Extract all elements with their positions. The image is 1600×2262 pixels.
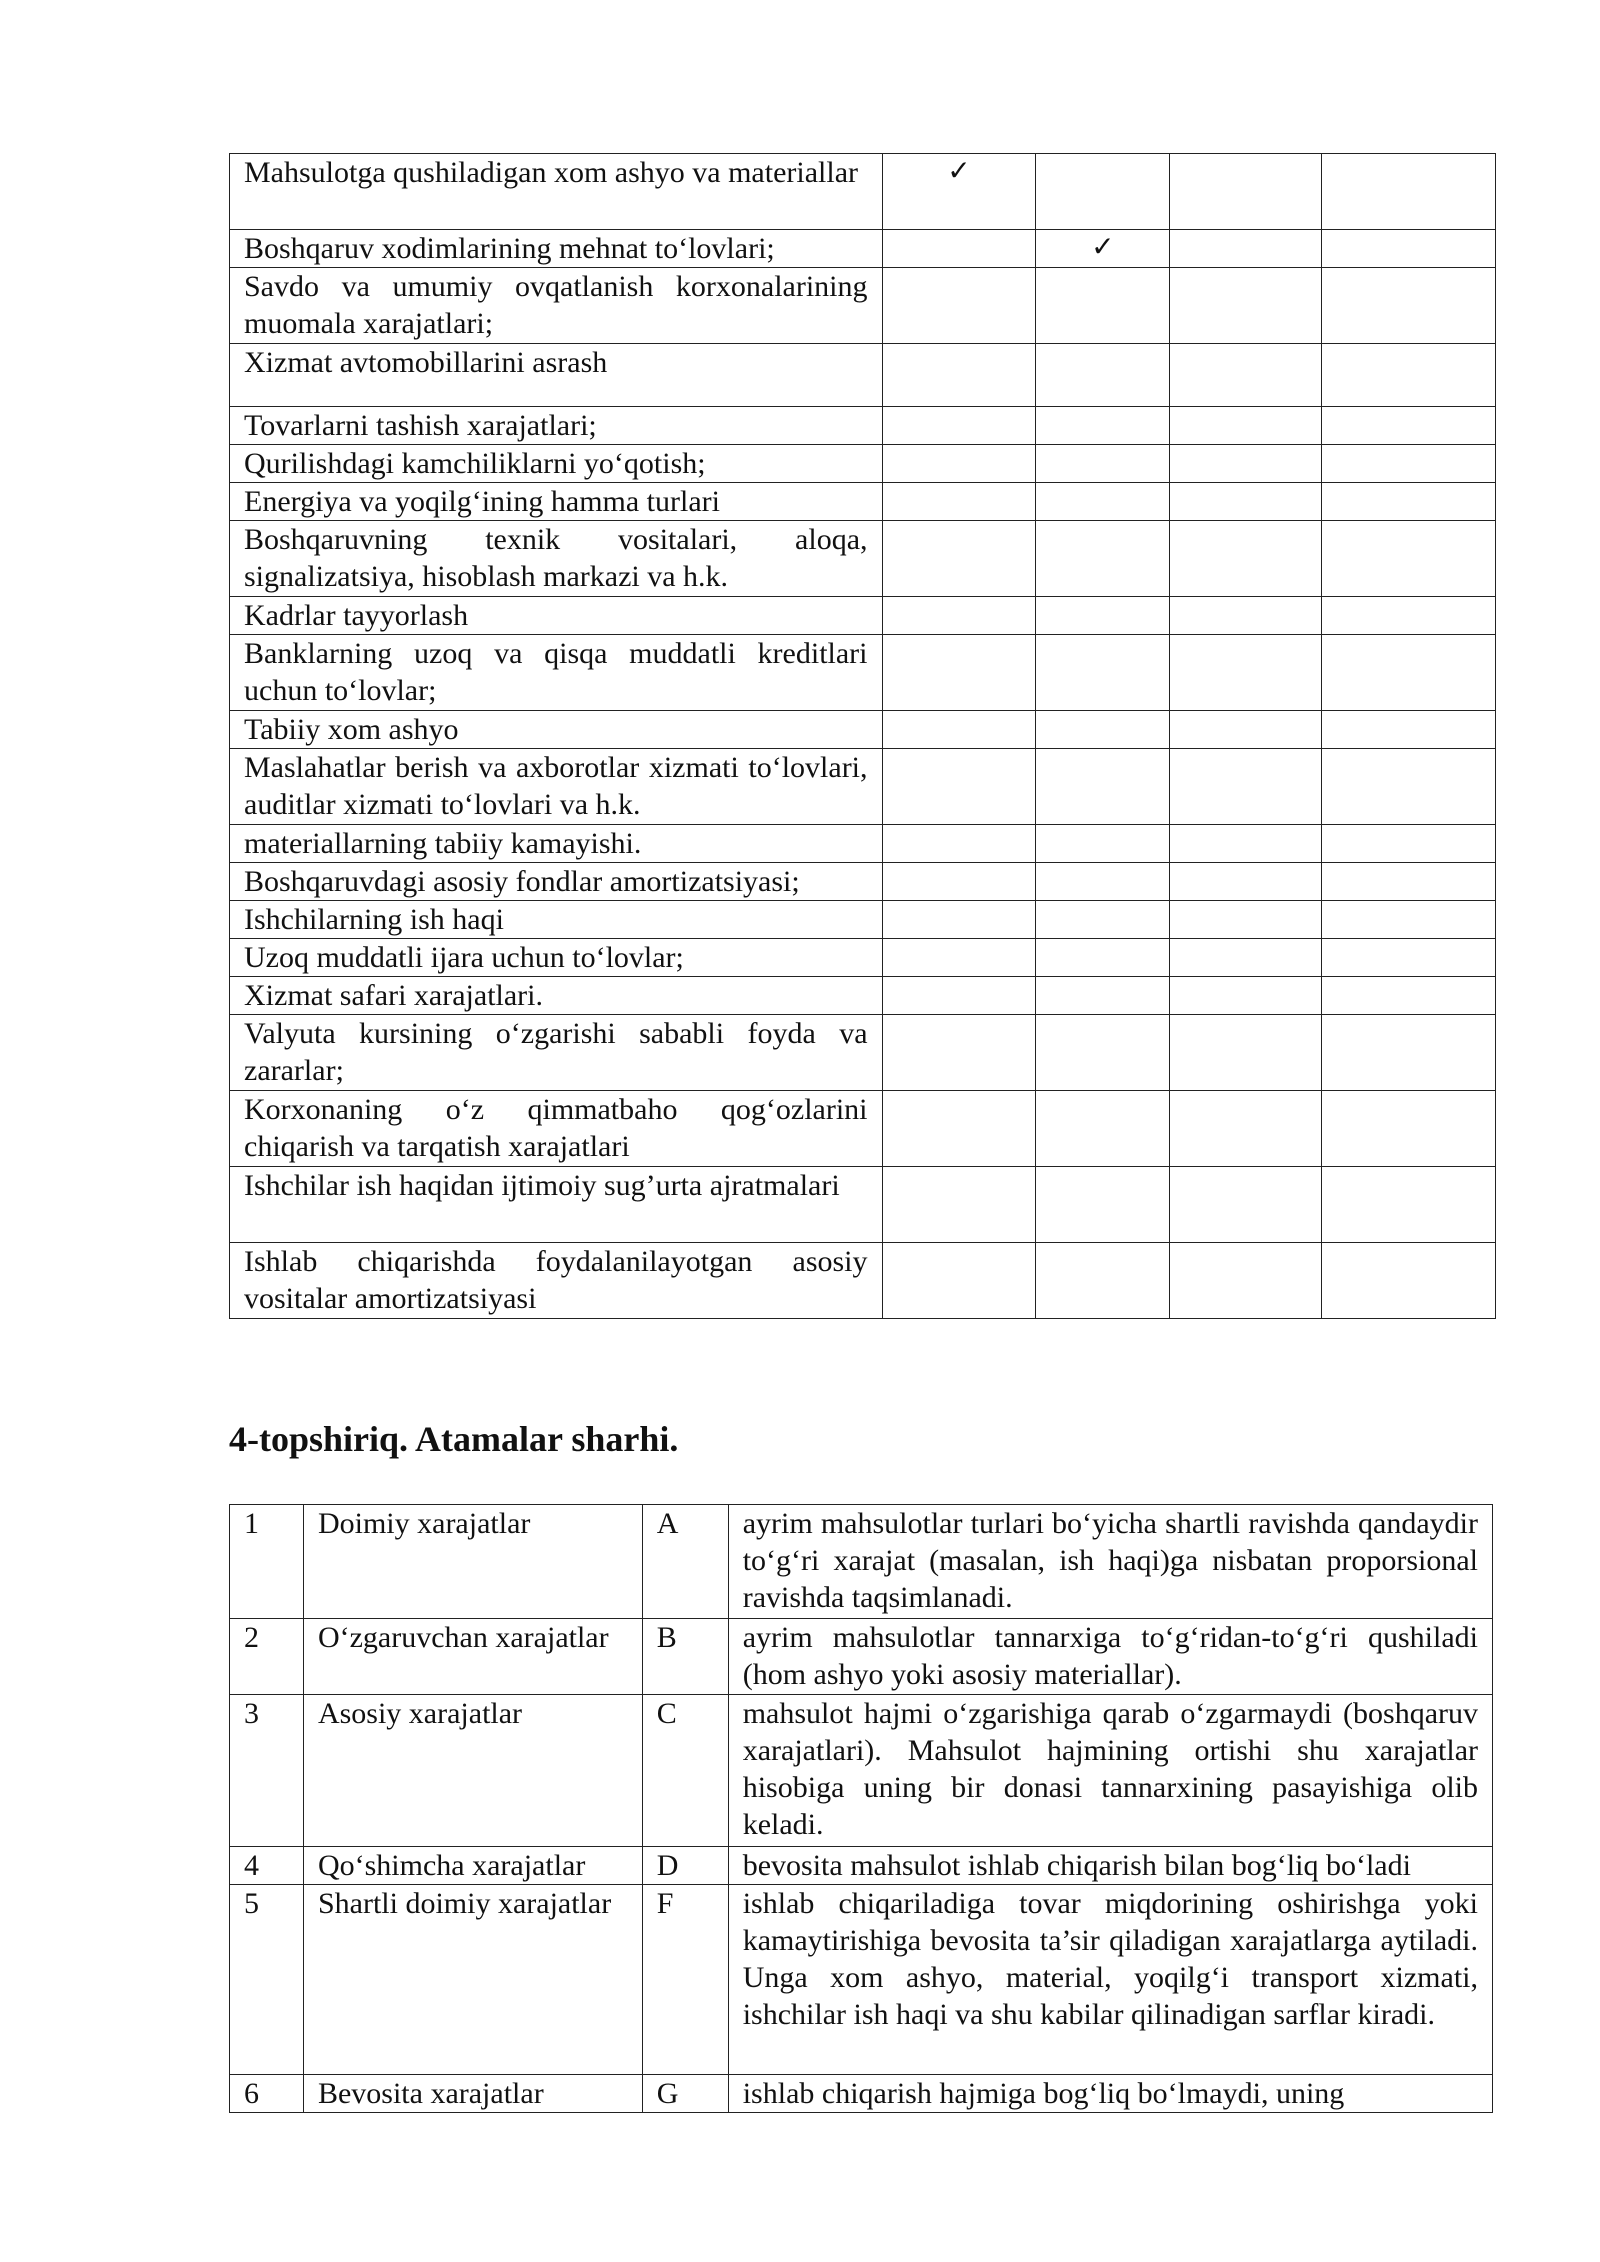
classification-cell-2 (1036, 597, 1170, 635)
classification-cell-4 (1322, 154, 1496, 230)
classification-cell-2 (1036, 230, 1170, 268)
cost-item-label: Kadrlar tayyorlash (230, 597, 883, 635)
classification-cell-4 (1322, 268, 1496, 344)
classification-cell-2 (1036, 1015, 1170, 1091)
classification-cell-1 (882, 445, 1036, 483)
classification-cell-4 (1322, 230, 1496, 268)
classification-cell-4 (1322, 1015, 1496, 1091)
definition-letter: F (642, 1885, 728, 2075)
checkmark-icon: ✓ (1091, 230, 1115, 263)
cost-item-label: Xizmat avtomobillarini asrash (230, 344, 883, 407)
classification-cell-3 (1170, 483, 1322, 521)
classification-cell-3 (1170, 445, 1322, 483)
classification-cell-4 (1322, 635, 1496, 711)
definition-text: ishlab chiqariladiga tovar miqdorining oshirishga yoki kamaytirishiga bevosita ta’sir qiladigan xarajatlarga aytiladi. Unga xom ashyo, material, yoqilg‘i transport xizmati, ishchilar ish haqi va shu kabilar qilinadigan sarflar kiradi. (728, 1885, 1492, 2075)
classification-cell-4 (1322, 344, 1496, 407)
classification-cell-4 (1322, 1167, 1496, 1243)
classification-row (230, 483, 1496, 521)
cost-item-label: Korxonaning o‘z qimmatbaho qog‘ozlarini chiqarish va tarqatish xarajatlari (230, 1091, 883, 1167)
cost-item-label: Tabiiy xom ashyo (230, 711, 883, 749)
classification-cell-4 (1322, 1243, 1496, 1319)
classification-cell-1 (882, 154, 1036, 230)
term-row (230, 1505, 1493, 1619)
classification-cell-1 (882, 1015, 1036, 1091)
classification-row (230, 863, 1496, 901)
classification-cell-1 (882, 939, 1036, 977)
classification-cell-2 (1036, 635, 1170, 711)
cost-item-label: Boshqaruvdagi asosiy fondlar amortizatsiyasi; (230, 863, 883, 901)
cost-item-label: Boshqaruvning texnik vositalari, aloqa, signalizatsiya, hisoblash markazi va h.k. (230, 521, 883, 597)
classification-row (230, 635, 1496, 711)
classification-cell-1 (882, 749, 1036, 825)
definition-text: ishlab chiqarish hajmiga bog‘liq bo‘lmaydi, uning (728, 2075, 1492, 2113)
definition-letter: B (642, 1619, 728, 1695)
classification-row (230, 597, 1496, 635)
term-row (230, 1619, 1493, 1695)
classification-cell-4 (1322, 521, 1496, 597)
cost-item-label: Tovarlarni tashish xarajatlari; (230, 407, 883, 445)
classification-cell-4 (1322, 939, 1496, 977)
classification-cell-2 (1036, 483, 1170, 521)
cost-item-label: Boshqaruv xodimlarining mehnat to‘lovlari; (230, 230, 883, 268)
cost-item-label: Valyuta kursining o‘zgarishi sababli foyda va zararlar; (230, 1015, 883, 1091)
classification-row (230, 901, 1496, 939)
classification-cell-2 (1036, 1167, 1170, 1243)
classification-cell-1 (882, 635, 1036, 711)
classification-cell-2 (1036, 344, 1170, 407)
definition-text: mahsulot hajmi o‘zgarishiga qarab o‘zgarmaydi (boshqaruv xarajatlari). Mahsulot hajmining ortishi shu xarajatlar hisobiga uning bir donasi tannarxining pasayishiga olib keladi. (728, 1695, 1492, 1847)
classification-row (230, 521, 1496, 597)
classification-cell-4 (1322, 749, 1496, 825)
term-number: 4 (230, 1847, 304, 1885)
classification-row (230, 230, 1496, 268)
classification-cell-2 (1036, 407, 1170, 445)
term-row (230, 1885, 1493, 2075)
classification-cell-4 (1322, 901, 1496, 939)
classification-cell-3 (1170, 521, 1322, 597)
term-row (230, 1695, 1493, 1847)
classification-cell-1 (882, 483, 1036, 521)
cost-item-label: materiallarning tabiiy kamayishi. (230, 825, 883, 863)
classification-cell-2 (1036, 749, 1170, 825)
classification-cell-3 (1170, 1091, 1322, 1167)
classification-row (230, 1015, 1496, 1091)
classification-cell-3 (1170, 635, 1322, 711)
classification-cell-2 (1036, 1243, 1170, 1319)
term-number: 3 (230, 1695, 304, 1847)
classification-cell-1 (882, 1243, 1036, 1319)
cost-item-label: Uzoq muddatli ijara uchun to‘lovlar; (230, 939, 883, 977)
term-name: Qo‘shimcha xarajatlar (303, 1847, 642, 1885)
classification-cell-1 (882, 977, 1036, 1015)
classification-cell-1 (882, 407, 1036, 445)
classification-row (230, 1167, 1496, 1243)
term-number: 2 (230, 1619, 304, 1695)
classification-cell-1 (882, 268, 1036, 344)
classification-cell-3 (1170, 863, 1322, 901)
term-number: 5 (230, 1885, 304, 2075)
classification-row (230, 749, 1496, 825)
classification-cell-2 (1036, 1091, 1170, 1167)
classification-cell-4 (1322, 483, 1496, 521)
classification-cell-1 (882, 1167, 1036, 1243)
classification-cell-4 (1322, 863, 1496, 901)
classification-row (230, 1243, 1496, 1319)
classification-cell-3 (1170, 154, 1322, 230)
definition-letter: D (642, 1847, 728, 1885)
cost-item-label: Ishchilarning ish haqi (230, 901, 883, 939)
classification-cell-2 (1036, 863, 1170, 901)
classification-cell-3 (1170, 939, 1322, 977)
classification-cell-2 (1036, 154, 1170, 230)
classification-row (230, 1091, 1496, 1167)
classification-cell-4 (1322, 597, 1496, 635)
classification-row (230, 407, 1496, 445)
classification-cell-3 (1170, 597, 1322, 635)
classification-cell-3 (1170, 749, 1322, 825)
classification-cell-4 (1322, 445, 1496, 483)
classification-row (230, 825, 1496, 863)
task4-heading: 4-topshiriq. Atamalar sharhi. (229, 1419, 679, 1459)
definition-letter: G (642, 2075, 728, 2113)
cost-classification-table (229, 153, 1496, 1319)
term-number: 6 (230, 2075, 304, 2113)
cost-item-label: Maslahatlar berish va axborotlar xizmati to‘lovlari, auditlar xizmati to‘lovlari va h.k. (230, 749, 883, 825)
checkmark-icon: ✓ (947, 154, 971, 187)
definition-letter: C (642, 1695, 728, 1847)
classification-cell-2 (1036, 268, 1170, 344)
terms-matching-table (229, 1504, 1493, 2113)
classification-cell-3 (1170, 711, 1322, 749)
classification-cell-1 (882, 1091, 1036, 1167)
classification-cell-3 (1170, 825, 1322, 863)
classification-cell-2 (1036, 521, 1170, 597)
term-row (230, 1847, 1493, 1885)
term-name: Bevosita xarajatlar (303, 2075, 642, 2113)
classification-row (230, 344, 1496, 407)
classification-cell-3 (1170, 977, 1322, 1015)
classification-cell-2 (1036, 445, 1170, 483)
classification-row (230, 445, 1496, 483)
classification-cell-1 (882, 901, 1036, 939)
classification-cell-1 (882, 230, 1036, 268)
term-name: Shartli doimiy xarajatlar (303, 1885, 642, 2075)
cost-item-label: Xizmat safari xarajatlari. (230, 977, 883, 1015)
classification-cell-2 (1036, 825, 1170, 863)
cost-item-label: Energiya va yoqilg‘ining hamma turlari (230, 483, 883, 521)
classification-cell-1 (882, 344, 1036, 407)
classification-row (230, 268, 1496, 344)
classification-row (230, 711, 1496, 749)
classification-cell-3 (1170, 1243, 1322, 1319)
definition-letter: A (642, 1505, 728, 1619)
cost-item-label: Qurilishdagi kamchiliklarni yo‘qotish; (230, 445, 883, 483)
cost-item-label: Mahsulotga qushiladigan xom ashyo va materiallar (230, 154, 883, 230)
classification-cell-2 (1036, 977, 1170, 1015)
classification-cell-4 (1322, 1091, 1496, 1167)
classification-cell-4 (1322, 711, 1496, 749)
classification-cell-4 (1322, 407, 1496, 445)
classification-row (230, 977, 1496, 1015)
classification-cell-1 (882, 863, 1036, 901)
classification-cell-3 (1170, 268, 1322, 344)
classification-cell-1 (882, 521, 1036, 597)
classification-cell-3 (1170, 901, 1322, 939)
term-name: Asosiy xarajatlar (303, 1695, 642, 1847)
classification-cell-3 (1170, 344, 1322, 407)
definition-text: bevosita mahsulot ishlab chiqarish bilan bog‘liq bo‘ladi (728, 1847, 1492, 1885)
classification-row (230, 154, 1496, 230)
classification-cell-3 (1170, 1167, 1322, 1243)
classification-cell-1 (882, 825, 1036, 863)
classification-cell-4 (1322, 825, 1496, 863)
classification-cell-3 (1170, 407, 1322, 445)
term-name: Doimiy xarajatlar (303, 1505, 642, 1619)
classification-cell-2 (1036, 939, 1170, 977)
definition-text: ayrim mahsulotlar turlari bo‘yicha shartli ravishda qandaydir to‘g‘ri xarajat (masalan, ish haqi)ga nisbatan proporsional ravishda taqsimlanadi. (728, 1505, 1492, 1619)
classification-cell-1 (882, 597, 1036, 635)
classification-cell-4 (1322, 977, 1496, 1015)
classification-cell-3 (1170, 230, 1322, 268)
classification-row (230, 939, 1496, 977)
cost-item-label: Banklarning uzoq va qisqa muddatli kreditlari uchun to‘lovlar; (230, 635, 883, 711)
term-name: O‘zgaruvchan xarajatlar (303, 1619, 642, 1695)
cost-item-label: Ishchilar ish haqidan ijtimoiy sug’urta ajratmalari (230, 1167, 883, 1243)
cost-item-label: Ishlab chiqarishda foydalanilayotgan asosiy vositalar amortizatsiyasi (230, 1243, 883, 1319)
classification-cell-1 (882, 711, 1036, 749)
term-row (230, 2075, 1493, 2113)
classification-cell-2 (1036, 711, 1170, 749)
cost-item-label: Savdo va umumiy ovqatlanish korxonalarining muomala xarajatlari; (230, 268, 883, 344)
classification-cell-3 (1170, 1015, 1322, 1091)
term-number: 1 (230, 1505, 304, 1619)
classification-cell-2 (1036, 901, 1170, 939)
definition-text: ayrim mahsulotlar tannarxiga to‘g‘ridan-to‘g‘ri qushiladi (hom ashyo yoki asosiy materiallar). (728, 1619, 1492, 1695)
